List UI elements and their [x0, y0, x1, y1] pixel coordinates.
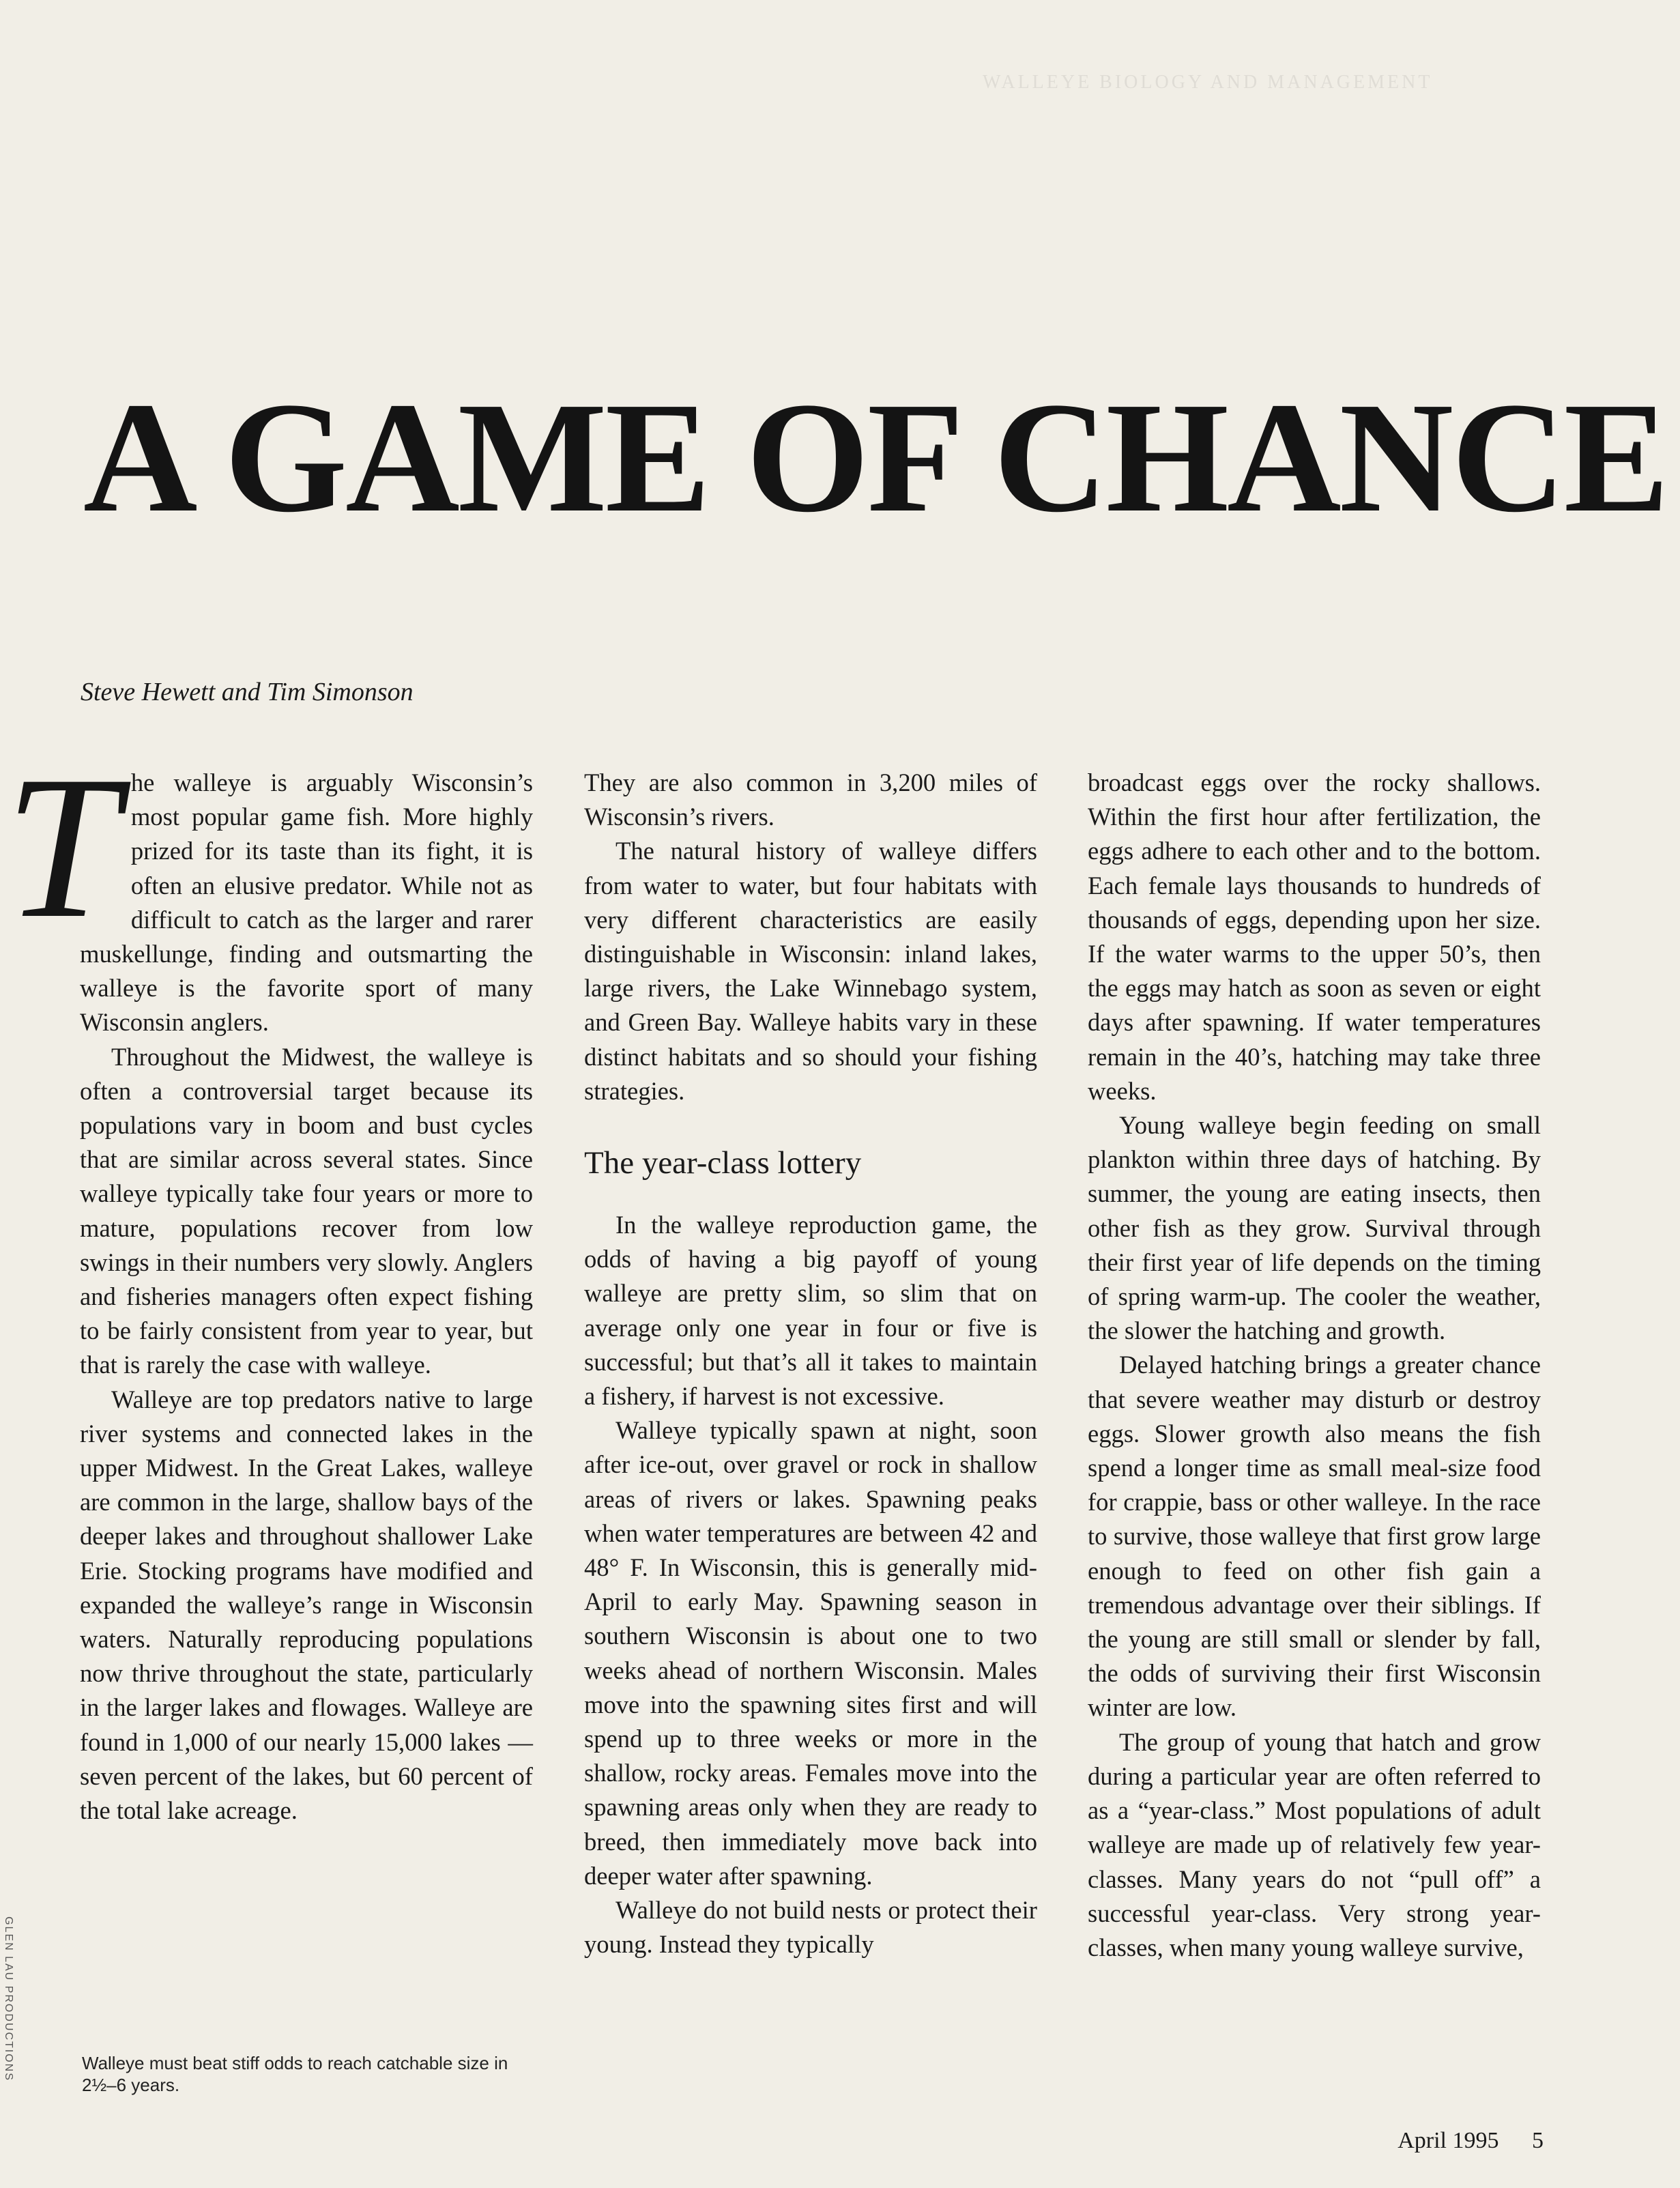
- page-footer: [1397, 2128, 1544, 2154]
- bleed-through-header: WALLEYE BIOLOGY AND MANAGEMENT: [983, 72, 1433, 93]
- paragraph: The natural history of walleye differs from water to water, but four habitats with very different characteristics are easily distinguishable in Wisconsin: inland lakes, large rivers, the Lake Winnebago system, and Green Bay. Walleye habits vary in these distinct habitats and so should your fishing strategies.: [584, 837, 1037, 1105]
- article-title: A GAME OF CHANCE: [83, 370, 1668, 545]
- photo-caption: Walleye must beat stiff odds to reach catchable size in 2½–6 years.: [82, 2053, 508, 2095]
- paragraph: Walleye typically spawn at night, soon after ice-out, over gravel or rock in shallow areas of rivers or lakes. Spawning peaks when water temperatures are between 42 and 48° F. In Wisconsin, this is generally mid-April to early May. Spawning season in southern Wisconsin is about one to two weeks ahead of northern Wisconsin. Males move into the spawning sites first and will spend up to three weeks or more in the shallow, rocky areas. Females move into the spawning areas only when they are ready to breed, then immediately move back into deeper water after spawning.: [584, 1416, 1037, 1890]
- issue-date: April 1995: [1397, 2128, 1499, 2153]
- paragraph: Delayed hatching brings a greater chance that severe weather may disturb or destroy eggs. Slower growth also means the fish spend a longer time as small meal-size food for crappie, bass or other walleye. In the race to survive, those walleye that first grow large enough to feed on other fish gain a tremendous advantage over their siblings. If the young are still small or slender by fall, the odds of surviving their first Wisconsin winter are low.: [1088, 1351, 1541, 1722]
- article-column-1: [5, 734, 533, 1828]
- drop-cap: T: [5, 734, 119, 960]
- paragraph: The group of young that hatch and grow during a particular year are often referred to as a “year-class.” Most populations of adult walleye are made up of relatively few year-classes. Many years do not “pull off” a successful year-class. Very strong year-classes, when many young walleye survive,: [1088, 1727, 1541, 1961]
- paragraph: Walleye are top predators native to large river systems and connected lakes in the upper Midwest. In the Great Lakes, walleye are common in the large, shallow bays of the deeper lakes and throughout shallower Lake Erie. Stocking programs have modified and expanded the walleye’s range in Wisconsin waters. Naturally reproducing populations now thrive throughout the state, particularly in the larger lakes and flowages. Walleye are found in 1,000 of our nearly 15,000 lakes — seven percent of the lakes, but 60 percent of the total lake acreage.: [80, 1385, 533, 1825]
- paragraph: broadcast eggs over the rocky shallows. Within the first hour after fertilization, the eggs adhere to each other and to the bottom. Each female lays thousands to hundreds of thousands of eggs, depending upon her size. If the water warms to the upper 50’s, then the eggs may hatch as soon as seven or eight days after spawning. If water temperatures remain in the 40’s, hatching may take three weeks.: [1088, 768, 1541, 1105]
- paragraph: Young walleye begin feeding on small plankton within three days of hatching. By summer, the young are eating insects, then other fish as they grow. Survival through their first year of life depends on the timing of spring warm-up. The cooler the weather, the slower the hatching and growth.: [1088, 1111, 1541, 1345]
- page-number: 5: [1532, 2128, 1544, 2153]
- paragraph: he walleye is arguably Wisconsin’s most popular game fish. More highly prized for its taste than its fight, it is often an elusive predator. While not as difficult to catch as the larger and rarer muskellunge, finding and outsmarting the walleye is the favorite sport of many Wisconsin anglers.: [80, 768, 533, 1037]
- paragraph: In the walleye reproduction game, the odds of having a big payoff of young walleye are pretty slim, so slim that on average only one year in four or five is successful; but that’s all it takes to maintain a fishery, if harvest is not excessive.: [584, 1211, 1037, 1411]
- article-byline: Steve Hewett and Tim Simonson: [81, 678, 414, 706]
- photo-credit: GLEN LAU PRODUCTIONS: [3, 1916, 14, 2082]
- section-heading: The year-class lottery: [584, 1145, 862, 1181]
- paragraph: Walleye do not build nests or protect their young. Instead they typically: [584, 1896, 1037, 1959]
- article-column-2: [584, 766, 1037, 1962]
- paragraph: Throughout the Midwest, the walleye is often a controversial target because its populations vary in boom and bust cycles that are similar across several states. Since walleye typically take four years or more to mature, populations recover from low swings in their numbers very slowly. Anglers and fisheries managers often expect fishing to be fairly consistent from year to year, but that is rarely the case with walleye.: [80, 1042, 533, 1379]
- article-column-3: [1088, 766, 1541, 1965]
- paragraph: They are also common in 3,200 miles of Wisconsin’s rivers.: [584, 768, 1037, 831]
